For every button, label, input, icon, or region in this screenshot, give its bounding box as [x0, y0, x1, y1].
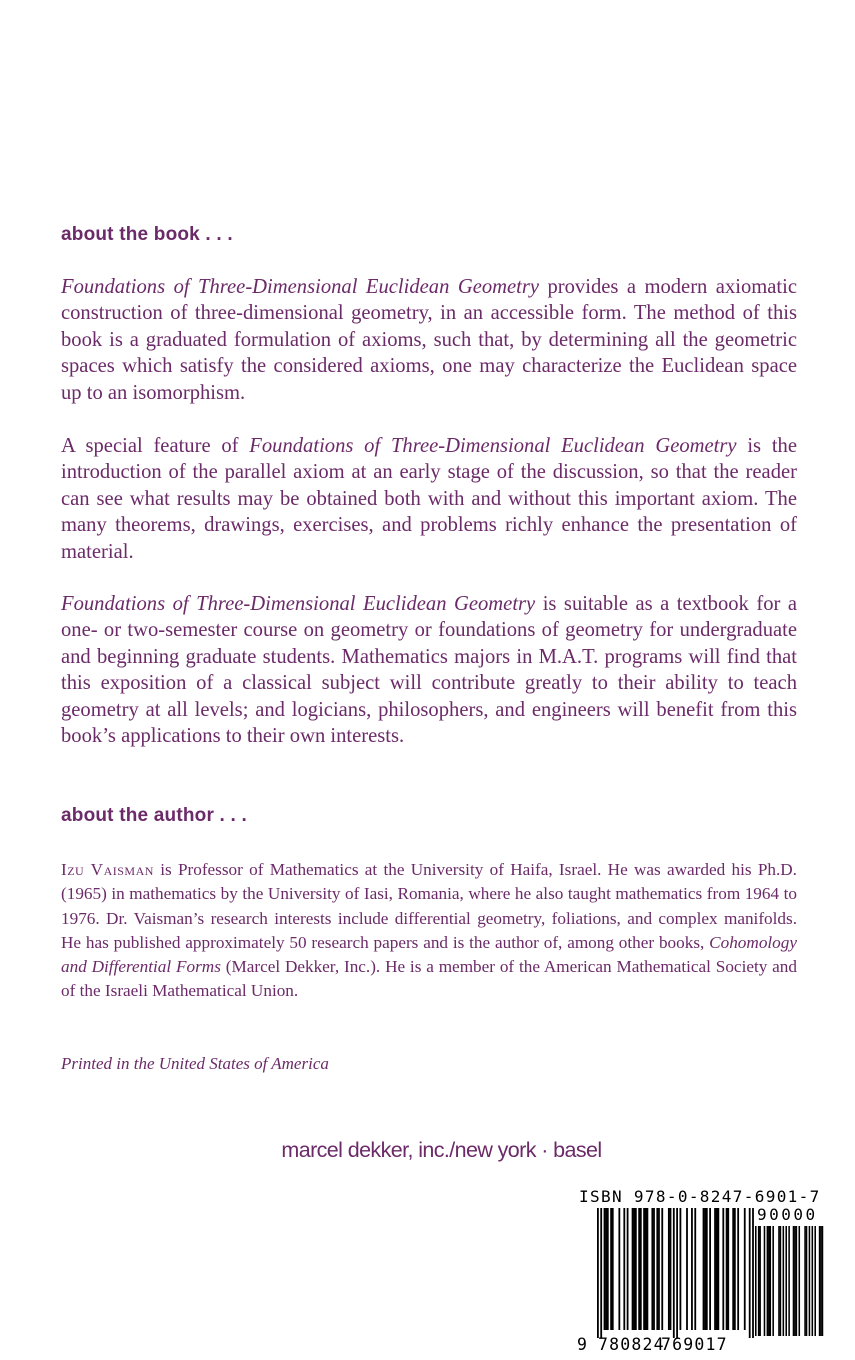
barcode-bar: [618, 1208, 620, 1330]
barcode-bar: [704, 1208, 706, 1330]
barcode-bar: [640, 1208, 642, 1330]
addon-bar: [758, 1226, 760, 1336]
addon-bar: [822, 1226, 824, 1336]
barcode-bar: [706, 1208, 708, 1330]
barcode-bar: [668, 1208, 670, 1330]
barcode-bar: [694, 1208, 696, 1330]
book-title: Foundations of Three-Dimensional Euclidean Geometry: [61, 593, 536, 615]
addon-bar: [780, 1226, 782, 1336]
barcode-bar: [656, 1208, 658, 1330]
barcode-bar: [680, 1208, 682, 1330]
addon-bar: [809, 1226, 811, 1336]
barcode-bar: [670, 1208, 672, 1330]
addon-bar: [759, 1226, 761, 1336]
barcode-bar: [709, 1208, 711, 1330]
addon-bar: [788, 1226, 790, 1336]
addon-bar: [783, 1226, 785, 1336]
paragraph-text: A special feature of: [61, 435, 250, 457]
paragraph-text: is the introduction of the parallel axiom at an early stage of the discussion, so that the reader can see what results may be obtained both with and without this important axiom. The many theorems, drawings, exercises, and problems richly enhance the presentation of material.: [61, 435, 797, 563]
addon-bar: [820, 1226, 822, 1336]
author-biography: [61, 858, 797, 1004]
barcode-bar: [716, 1208, 718, 1330]
addon-bar: [770, 1226, 772, 1336]
addon-bar: [785, 1226, 787, 1336]
barcode-bar: [597, 1208, 599, 1338]
biography-text: (Marcel Dekker, Inc.). He is a member of the American Mathematical Society and of the Israeli Mathematical Union.: [61, 957, 797, 1001]
about-book-paragraph-2: [61, 433, 797, 565]
about-book-paragraph-1: [61, 274, 797, 406]
addon-bar: [768, 1226, 770, 1336]
about-book-heading: about the book . . .: [61, 224, 233, 245]
addon-bar: [819, 1226, 821, 1336]
addon-bar: [804, 1226, 806, 1336]
barcode-bar: [703, 1208, 705, 1330]
author-name: Izu Vaisman: [61, 860, 154, 879]
barcode-bar: [691, 1208, 693, 1330]
book-title: Foundations of Three-Dimensional Euclidean Geometry: [61, 276, 540, 298]
addon-bar: [755, 1226, 757, 1336]
barcode-bar: [632, 1208, 634, 1330]
barcode-bar: [653, 1208, 655, 1330]
isbn-label: ISBN 978-0-8247-6901-7: [579, 1187, 821, 1206]
addon-bar: [764, 1226, 766, 1336]
addon-bar: [793, 1226, 795, 1336]
barcode-bar: [714, 1208, 716, 1330]
barcode-bar: [633, 1208, 635, 1330]
barcode-bar: [612, 1208, 614, 1330]
price-code: 90000: [757, 1205, 818, 1224]
ean-left-group: 780824: [598, 1335, 665, 1354]
barcode-bar: [658, 1208, 660, 1330]
paragraph-text: is suitable as a textbook for a one- or two-semester course on geometry or foundations of geometry for undergraduate and beginning graduate students. Mathematics majors in M.A.T. programs will find that this exposition of a classical subject will contribute greatly to their ability to teach geometry at all levels; and logicians, philosophers, and engineers will benefit from this book’s applications to their own interests.: [61, 593, 797, 748]
barcode-bar: [647, 1208, 649, 1330]
barcode-bars: [575, 1206, 829, 1338]
barcode-bar: [749, 1208, 751, 1338]
about-book-paragraph-3: [61, 591, 797, 749]
barcode-bar: [661, 1208, 663, 1330]
addon-bar: [772, 1226, 774, 1336]
barcode-bar: [627, 1208, 629, 1330]
barcode-bar: [623, 1208, 625, 1330]
barcode-bar: [600, 1208, 602, 1338]
barcode-bar: [737, 1208, 739, 1330]
addon-bar: [794, 1226, 796, 1336]
other-book-title: Cohomology and Differential Forms: [61, 932, 797, 977]
addon-bar: [799, 1226, 801, 1336]
ean-right-group: 769017: [661, 1335, 728, 1354]
barcode-bar: [673, 1208, 675, 1338]
barcode-bar: [726, 1208, 728, 1330]
barcode-bar: [717, 1208, 719, 1330]
addon-bar: [812, 1226, 814, 1336]
biography-text: is Professor of Mathematics at the University of Haifa, Israel. He was awarded his Ph.D. (1965) in mathematics by the University of Iasi, Romania, where he also taught mathematics from 1964 to 1976. Dr. Vaisman’s research interests include differential geometry, foliations, and complex manifolds. He has published approximately 50 research papers and is the author of, among other books,: [61, 860, 797, 952]
addon-bar: [814, 1226, 816, 1336]
book-title: Foundations of Three-Dimensional Euclidean Geometry: [249, 435, 737, 457]
addon-bar: [778, 1226, 780, 1336]
barcode-bar: [635, 1208, 637, 1330]
addon-bar: [767, 1226, 769, 1336]
barcode-bar: [605, 1208, 607, 1330]
barcode-bar: [638, 1208, 640, 1330]
publisher-imprint: marcel dekker, inc./new york · basel: [281, 1138, 602, 1162]
isbn-barcode: [575, 1188, 829, 1356]
barcode-bar: [732, 1208, 734, 1330]
barcode-bar: [607, 1208, 609, 1330]
barcode-bar: [651, 1208, 653, 1330]
about-author-heading: about the author . . .: [61, 805, 247, 826]
barcode-bar: [727, 1208, 729, 1330]
barcode-bar: [676, 1208, 678, 1338]
barcode-bar: [752, 1208, 754, 1338]
barcode-bar: [722, 1208, 724, 1330]
addon-bar: [796, 1226, 798, 1336]
barcode-bar: [686, 1208, 688, 1330]
barcode-bar: [645, 1208, 647, 1330]
barcode-bar: [744, 1208, 746, 1330]
barcode-bar: [643, 1208, 645, 1330]
printed-in-notice: Printed in the United States of America: [61, 1054, 329, 1073]
barcode-bar: [610, 1208, 612, 1330]
barcode-bar: [734, 1208, 736, 1330]
barcode-bar: [604, 1208, 606, 1330]
addon-bar: [806, 1226, 808, 1336]
paragraph-text: provides a modern axiomatic construction of three-dimensional geometry, in an accessible form. The method of this book is a graduated formulation of axioms, such that, by determining all the geometric spaces which satisfy the considered axioms, one may characterize the Euclidean space up to an isomorphism.: [61, 276, 798, 404]
ean-first-digit: 9: [577, 1335, 587, 1354]
